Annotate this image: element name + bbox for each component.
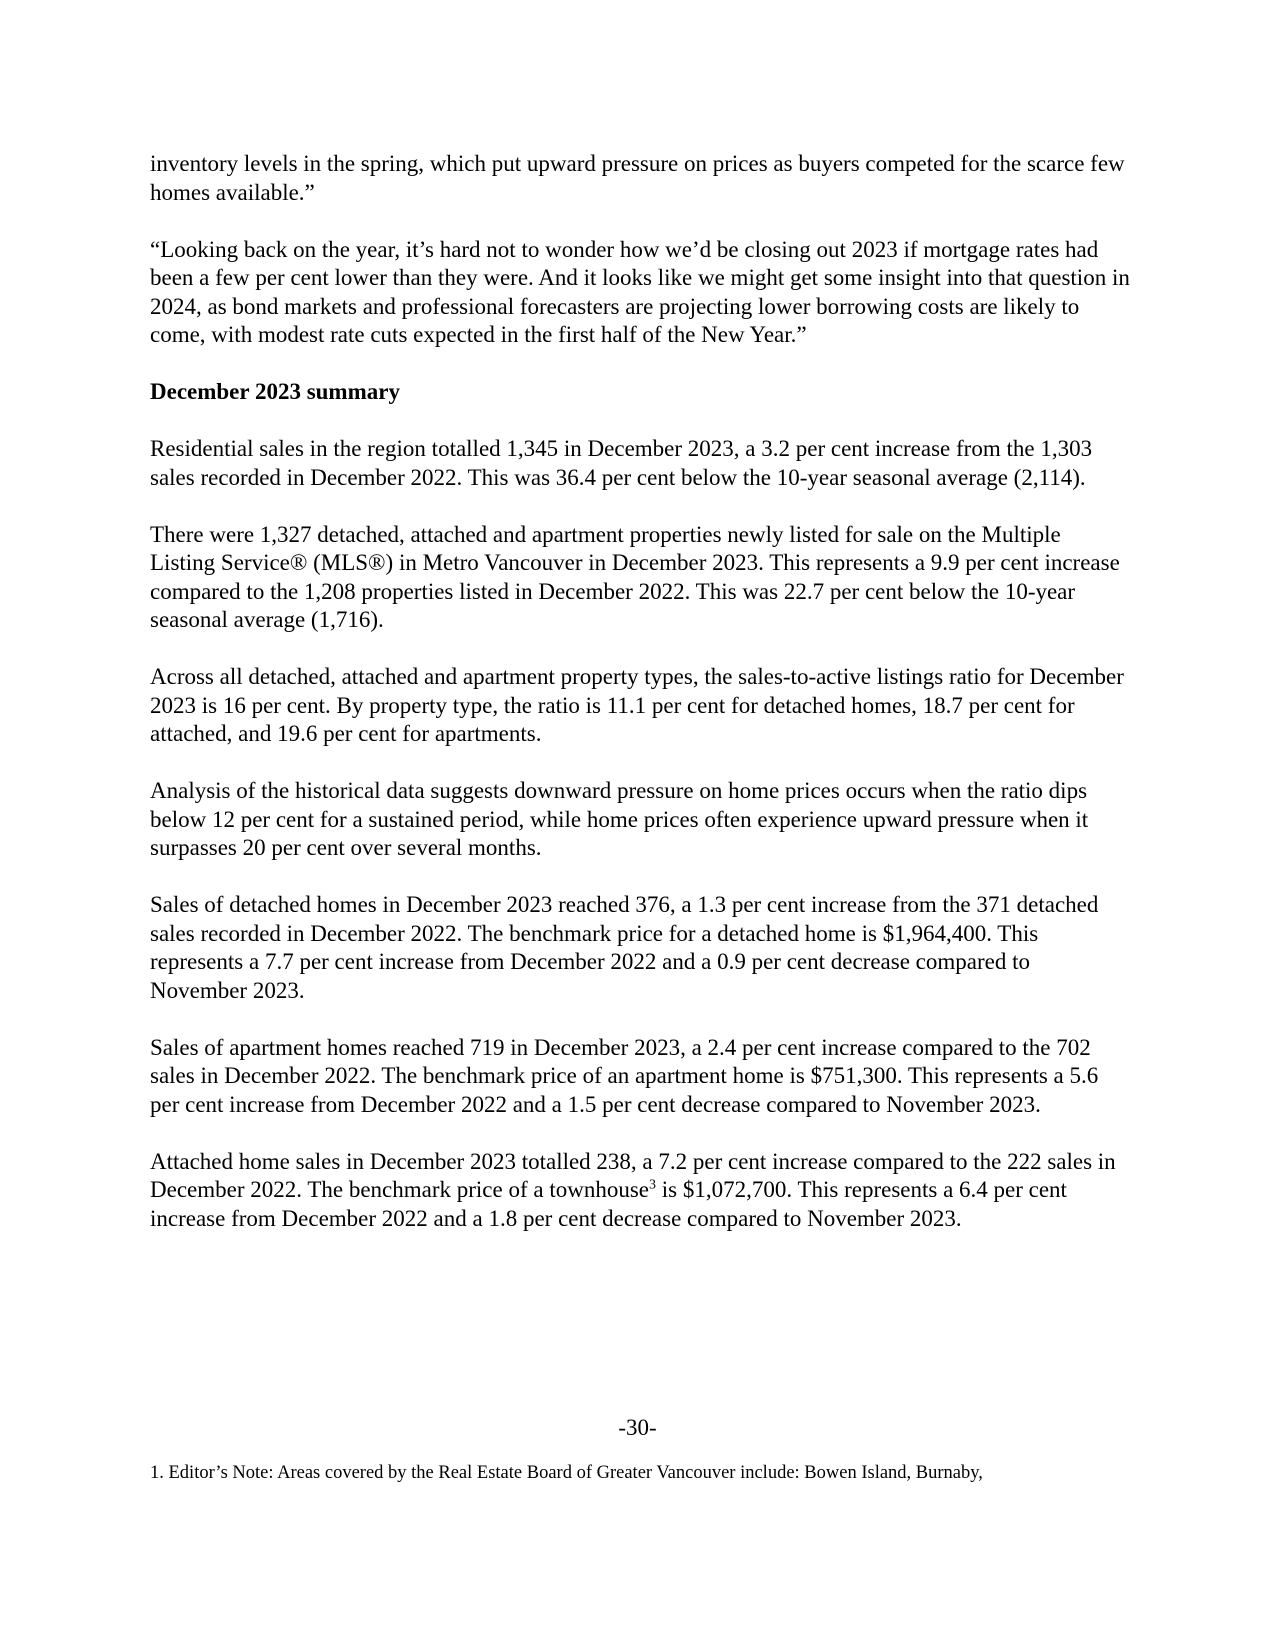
body-paragraph: inventory levels in the spring, which put upward pressure on prices as buyers competed for the scarce few homes available.” (150, 151, 1125, 205)
summary-paragraph-detached: Sales of detached homes in December 2023 reached 376, a 1.3 per cent increase from the 371 detached sales recorded in December 2022. The benchmark price for a detached home is $1,964,400. This represents a 7.7 per cent increase from December 2022 and a 0.9 per cent decrease compared to November 2023. (150, 892, 1099, 1003)
page-number: -30- (618, 1415, 657, 1440)
footnote-marker: 3 (649, 1177, 657, 1193)
summary-paragraph-ratio: Across all detached, attached and apartment property types, the sales-to-active listings ratio for December 2023 is 16 per cent. By property type, the ratio is 11.1 per cent for detached homes, 18.7 per cent for attached, and 19.6 per cent for apartments. (150, 664, 1124, 746)
attached-text-start: Attached home sales in December 2023 totalled 238, a 7.2 per cent increase compared to the 222 sales in December 2022. The benchmark price of a townhouse (150, 1148, 1116, 1202)
section-heading: December 2023 summary (150, 379, 400, 404)
quote-paragraph: “Looking back on the year, it’s hard not to wonder how we’d be closing out 2023 if mortgage rates had been a few per cent lower than they were. And it looks like we might get some insight into that question in 2024, as bond markets and professional forecasters are projecting lower borrowing costs are likely to come, with modest rate cuts expected in the first half of the New Year.” (150, 236, 1130, 347)
summary-paragraph-apartment: Sales of apartment homes reached 719 in December 2023, a 2.4 per cent increase compared to the 702 sales in December 2022. The benchmark price of an apartment home is $751,300. This represents a 5.6 per cent increase from December 2022 and a 1.5 per cent decrease compared to November 2023. (150, 1034, 1099, 1117)
summary-paragraph-listings: There were 1,327 detached, attached and apartment properties newly listed for sale on the Multiple Listing Service® (MLS®) in Metro Vancouver in December 2023. This represents a 9.9 per cent increase compared to the 1,208 properties listed in December 2022. This was 22.7 per cent below the 10-year seasonal average (1,716). (150, 521, 1120, 632)
summary-paragraph-sales: Residential sales in the region totalled 1,345 in December 2023, a 3.2 per cent increase from the 1,303 sales recorded in December 2022. This was 36.4 per cent below the 10-year seasonal average (2,114). (150, 436, 1093, 490)
summary-paragraph-attached (150, 1148, 1130, 1234)
attached-text-end: is $1,072,700. This represents a 6.4 per cent increase from December 2022 and a 1.8 per cent decrease compared to November 2023. (150, 1177, 1067, 1231)
editor-footnote: 1. Editor’s Note: Areas covered by the Real Estate Board of Greater Vancouver include: Bowen Island, Burnaby, (150, 1463, 983, 1483)
summary-paragraph-analysis: Analysis of the historical data suggests downward pressure on home prices occurs when the ratio dips below 12 per cent for a sustained period, while home prices often experience upward pressure when it surpasses 20 per cent over several months. (150, 778, 1089, 860)
document-body (150, 150, 1130, 1262)
